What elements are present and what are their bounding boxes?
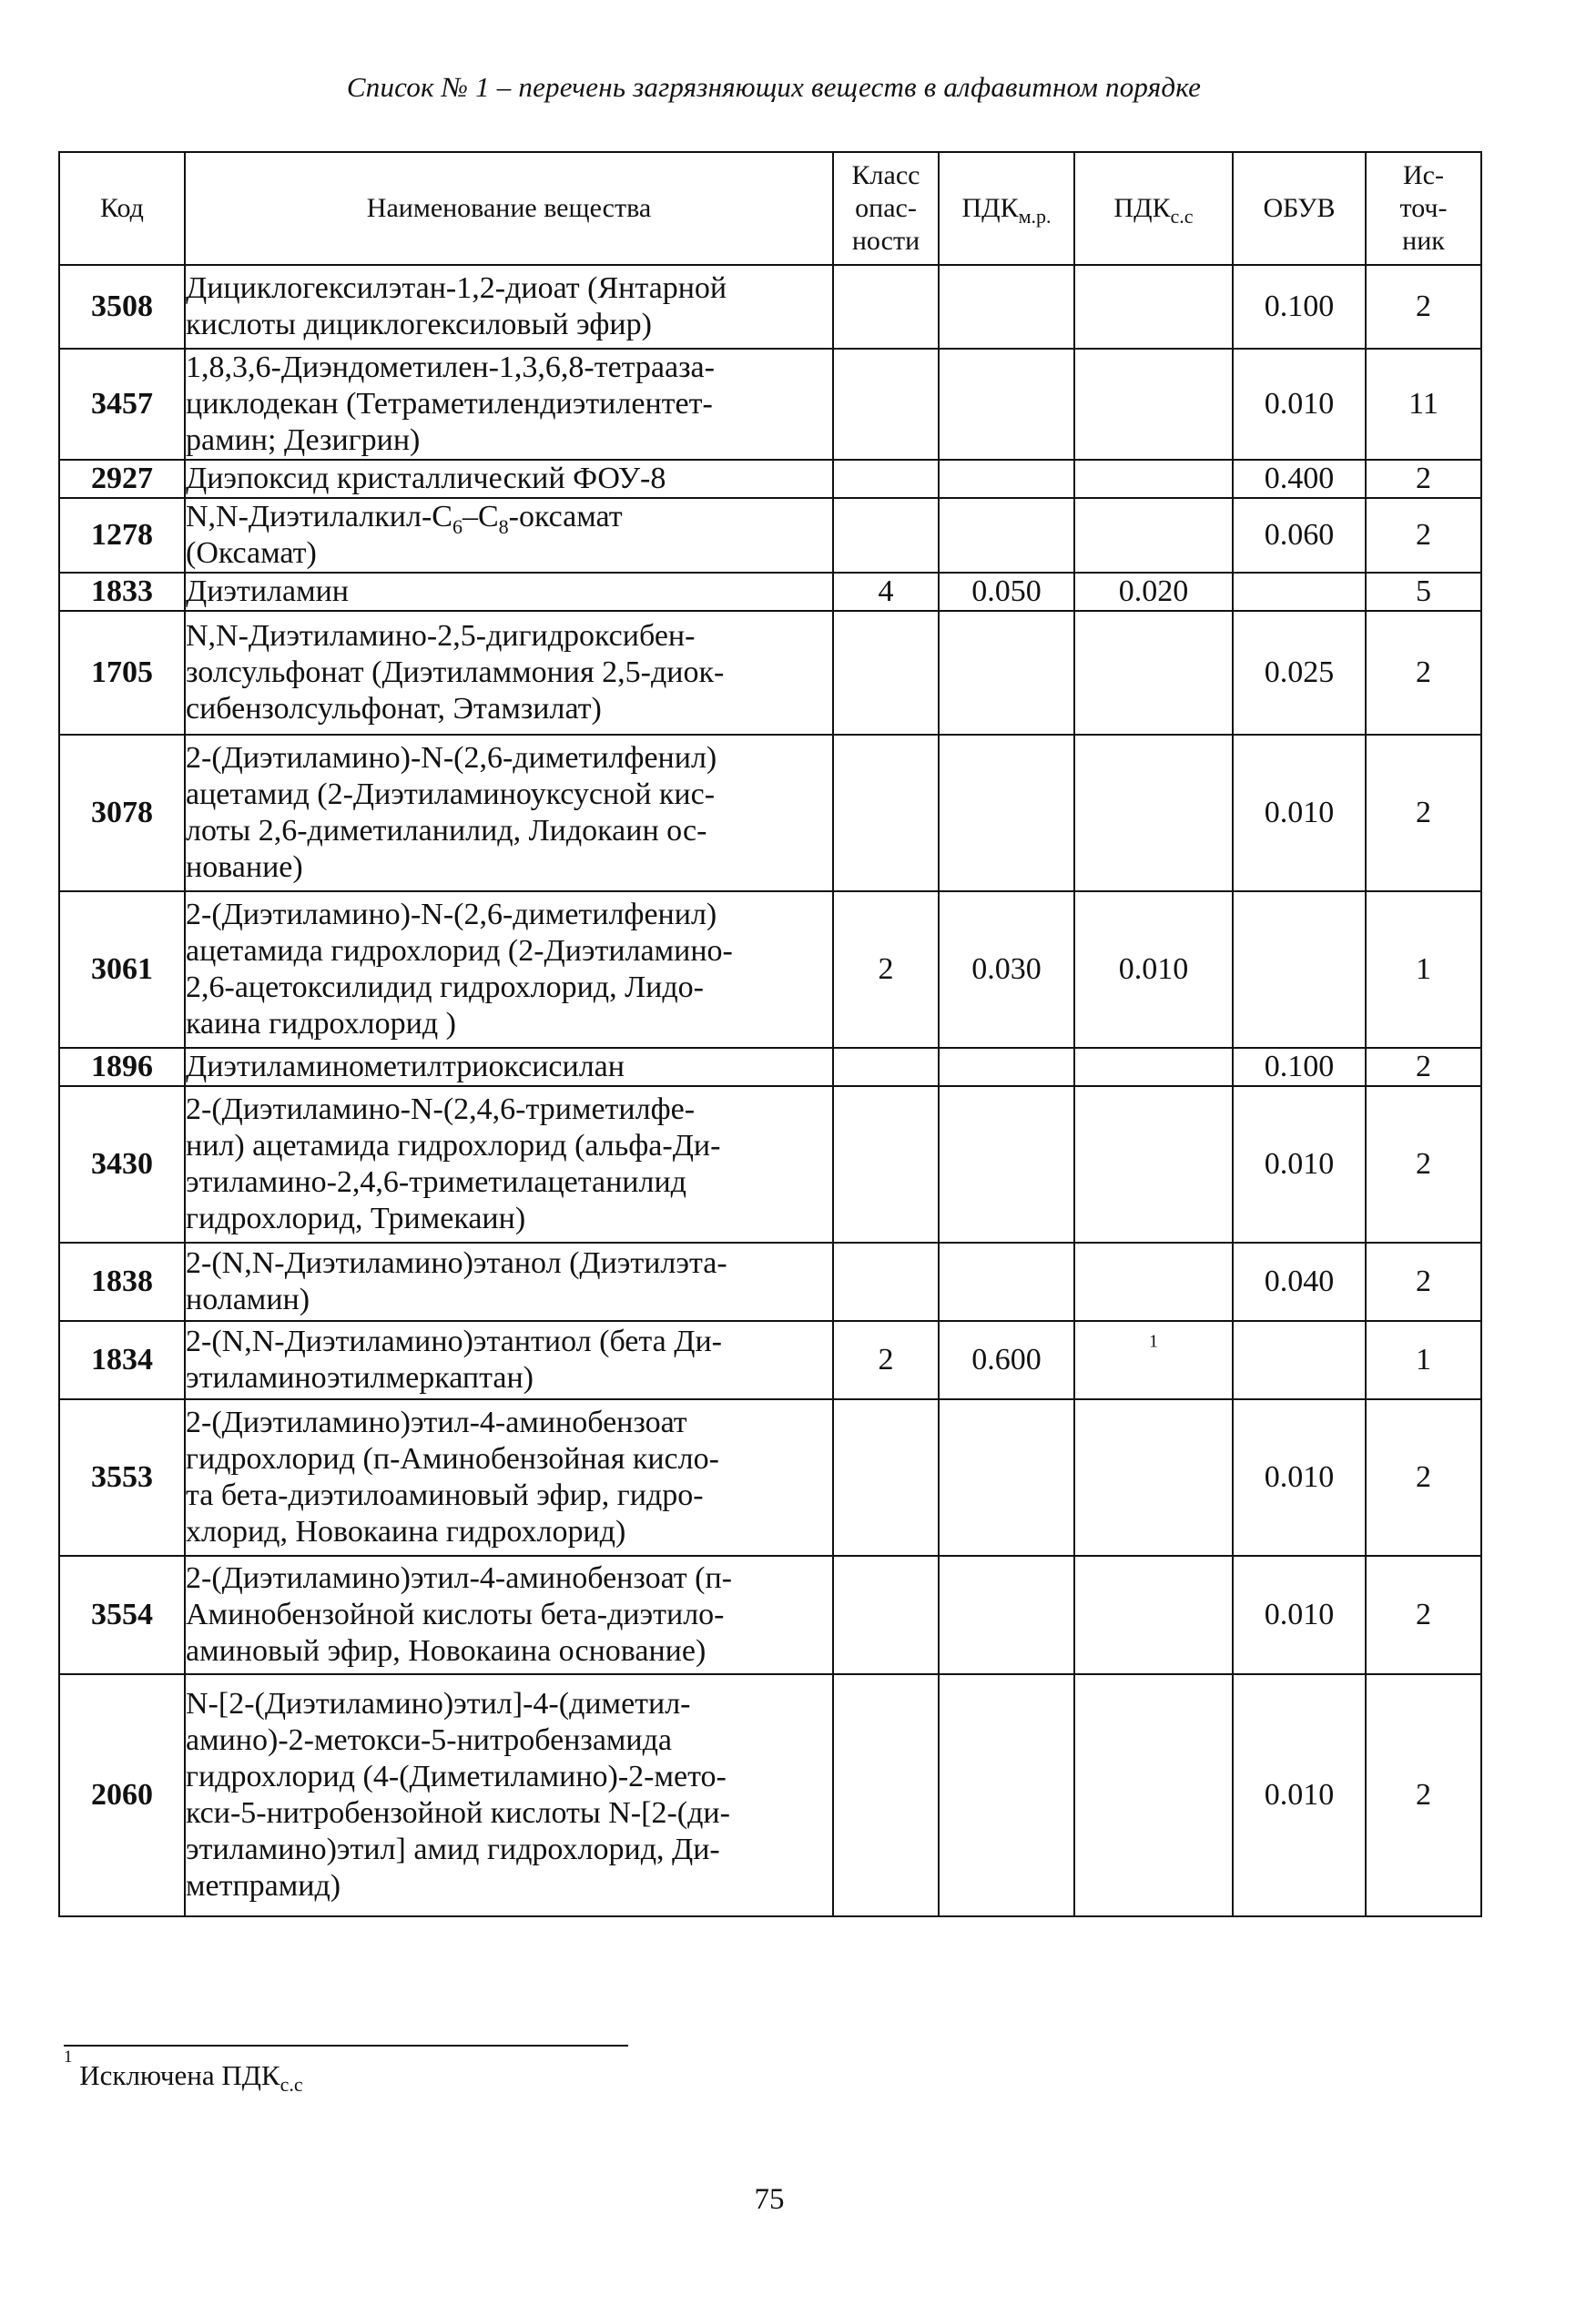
cell-pdk-cc: 0.010 bbox=[1074, 891, 1233, 1048]
name-line: N,N-Диэтиламино-2,5-дигидроксибен- bbox=[186, 619, 696, 653]
name-line: 2-(Диэтиламино)этил-4-аминобензоат (п- bbox=[186, 1561, 732, 1595]
header-pdk-cc bbox=[1074, 152, 1233, 265]
cell-hazard-class bbox=[833, 1086, 939, 1243]
name-line: нование) bbox=[186, 850, 303, 884]
name-line: кислоты дициклогексиловый эфир) bbox=[186, 308, 652, 341]
name-line: аминовый эфир, Новокаина основание) bbox=[186, 1634, 707, 1668]
header-class-line: ности bbox=[851, 226, 920, 256]
name-line: этиламино)этил] амид гидрохлорид, Ди- bbox=[186, 1833, 720, 1866]
cell-code: 2927 bbox=[59, 460, 185, 498]
cell-pdk-cc bbox=[1074, 460, 1233, 498]
cell-pdk-mr bbox=[939, 1674, 1074, 1916]
cell-pdk-mr bbox=[939, 460, 1074, 498]
name-line: амино)-2-метокси-5-нитробензамида bbox=[186, 1723, 673, 1757]
name-line: лоты 2,6-диметиланилид, Лидокаин ос- bbox=[186, 814, 707, 848]
cell-code: 1833 bbox=[59, 573, 185, 611]
footnote-sub: с.с bbox=[280, 2073, 303, 2097]
cell-obuv: 0.010 bbox=[1233, 1674, 1366, 1916]
name-line: Дициклогексилэтан-1,2-диоат (Янтарной bbox=[186, 271, 727, 305]
cell-source: 1 bbox=[1366, 1321, 1481, 1399]
cell-source: 2 bbox=[1366, 1674, 1481, 1916]
name-subscript: 6 bbox=[452, 514, 463, 538]
header-pdk-mr-label: ПДК bbox=[961, 193, 1019, 223]
table-row bbox=[59, 573, 1481, 611]
footnote-reference: 1 bbox=[1149, 1331, 1158, 1352]
name-line: сибензолсульфонат, Этамзилат) bbox=[186, 692, 602, 726]
cell-source: 2 bbox=[1366, 265, 1481, 349]
cell-hazard-class bbox=[833, 735, 939, 891]
cell-pdk-cc bbox=[1074, 735, 1233, 891]
cell-pdk-mr bbox=[939, 1048, 1074, 1086]
cell-name bbox=[185, 1399, 833, 1556]
cell-name bbox=[185, 498, 833, 573]
cell-name bbox=[185, 573, 833, 611]
table-row bbox=[59, 460, 1481, 498]
cell-obuv: 0.010 bbox=[1233, 735, 1366, 891]
cell-name bbox=[185, 611, 833, 735]
footnote bbox=[64, 2047, 303, 2097]
header-obuv: ОБУВ bbox=[1233, 152, 1366, 265]
name-line: та бета-диэтилоаминовый эфир, гидро- bbox=[186, 1478, 704, 1512]
name-line: ацетамида гидрохлорид (2-Диэтиламино- bbox=[186, 934, 733, 968]
cell-source: 5 bbox=[1366, 573, 1481, 611]
cell-pdk-mr: 0.600 bbox=[939, 1321, 1074, 1399]
name-line: золсульфонат (Диэтиламмония 2,5-диок- bbox=[186, 655, 725, 689]
name-line: Диэтиламин bbox=[186, 574, 349, 608]
cell-code: 1838 bbox=[59, 1243, 185, 1321]
name-part: -оксамат bbox=[508, 500, 623, 533]
name-line: 2-(Диэтиламино)этил-4-аминобензоат bbox=[186, 1406, 687, 1439]
name-line: метпрамид) bbox=[186, 1869, 341, 1903]
table-body bbox=[59, 265, 1481, 1916]
cell-name bbox=[185, 1086, 833, 1243]
cell-source: 1 bbox=[1366, 891, 1481, 1048]
cell-pdk-mr bbox=[939, 498, 1074, 573]
cell-code: 3553 bbox=[59, 1399, 185, 1556]
cell-code: 3078 bbox=[59, 735, 185, 891]
name-line: этиламиноэтилмеркаптан) bbox=[186, 1361, 534, 1395]
name-line: гидрохлорид, Тримекаин) bbox=[186, 1202, 526, 1235]
header-source-line: Ис- bbox=[1403, 160, 1444, 190]
table-row bbox=[59, 498, 1481, 573]
cell-obuv: 0.025 bbox=[1233, 611, 1366, 735]
header-pdk-cc-sub: с.с bbox=[1170, 205, 1194, 228]
header-source-line: точ- bbox=[1399, 193, 1448, 223]
header-row bbox=[59, 152, 1481, 265]
cell-code: 1834 bbox=[59, 1321, 185, 1399]
name-subscript: 8 bbox=[498, 514, 509, 538]
cell-pdk-mr: 0.050 bbox=[939, 573, 1074, 611]
table-row bbox=[59, 1399, 1481, 1556]
name-line: 2-(N,N-Диэтиламино)этантиол (бета Ди- bbox=[186, 1325, 722, 1358]
cell-code: 1705 bbox=[59, 611, 185, 735]
cell-pdk-cc bbox=[1074, 265, 1233, 349]
cell-code: 3554 bbox=[59, 1556, 185, 1674]
cell-code: 3430 bbox=[59, 1086, 185, 1243]
cell-hazard-class bbox=[833, 498, 939, 573]
cell-hazard-class bbox=[833, 460, 939, 498]
cell-pdk-cc bbox=[1074, 1048, 1233, 1086]
cell-obuv: 0.100 bbox=[1233, 265, 1366, 349]
table-row bbox=[59, 1048, 1481, 1086]
name-line: 2,6-ацетоксилидид гидрохлорид, Лидо- bbox=[186, 970, 704, 1004]
name-part: N,N-Диэтилалкил-C bbox=[186, 500, 452, 533]
page-title: Список № 1 – перечень загрязняющих веществ в алфавитном порядке bbox=[346, 71, 1202, 103]
name-line: 2-(N,N-Диэтиламино)этанол (Диэтилэта- bbox=[186, 1246, 727, 1280]
cell-name bbox=[185, 891, 833, 1048]
cell-source: 2 bbox=[1366, 1243, 1481, 1321]
cell-hazard-class bbox=[833, 349, 939, 460]
header-class-line: опас- bbox=[855, 193, 917, 223]
table-header bbox=[59, 152, 1481, 265]
cell-hazard-class bbox=[833, 611, 939, 735]
name-line: Диэтиламинометилтриоксисилан bbox=[186, 1050, 625, 1083]
cell-source: 2 bbox=[1366, 1556, 1481, 1674]
header-pdk-cc-label: ПДК bbox=[1113, 193, 1171, 223]
name-line: кси-5-нитробензойной кислоты N-[2-(ди- bbox=[186, 1796, 730, 1830]
cell-obuv: 0.010 bbox=[1233, 1556, 1366, 1674]
cell-code: 1278 bbox=[59, 498, 185, 573]
cell-code: 2060 bbox=[59, 1674, 185, 1916]
cell-pdk-mr bbox=[939, 1556, 1074, 1674]
footnote-text: Исключена ПДК bbox=[79, 2059, 280, 2091]
cell-pdk-mr: 0.030 bbox=[939, 891, 1074, 1048]
name-line: 2-(Диэтиламино-N-(2,4,6-триметилфе- bbox=[186, 1092, 696, 1126]
cell-obuv bbox=[1233, 1321, 1366, 1399]
cell-pdk-mr bbox=[939, 735, 1074, 891]
cell-name bbox=[185, 460, 833, 498]
name-line: этиламино-2,4,6-триметилацетанилид bbox=[186, 1165, 686, 1199]
name-line: рамин; Дезигрин) bbox=[186, 423, 421, 457]
cell-hazard-class: 4 bbox=[833, 573, 939, 611]
cell-obuv: 0.010 bbox=[1233, 1399, 1366, 1556]
cell-obuv bbox=[1233, 573, 1366, 611]
name-line: Диэпоксид кристаллический ФОУ-8 bbox=[186, 462, 666, 495]
table-row bbox=[59, 891, 1481, 1048]
cell-pdk-mr bbox=[939, 1243, 1074, 1321]
header-pdk-mr bbox=[939, 152, 1074, 265]
name-line: ноламин) bbox=[186, 1283, 310, 1316]
cell-pdk-mr bbox=[939, 611, 1074, 735]
footnote-divider bbox=[64, 2045, 628, 2047]
cell-source: 2 bbox=[1366, 460, 1481, 498]
cell-source: 11 bbox=[1366, 349, 1481, 460]
cell-name bbox=[185, 265, 833, 349]
page-number: 75 bbox=[754, 2183, 785, 2216]
cell-hazard-class bbox=[833, 1048, 939, 1086]
cell-source: 2 bbox=[1366, 1399, 1481, 1556]
cell-name bbox=[185, 1048, 833, 1086]
cell-obuv: 0.010 bbox=[1233, 1086, 1366, 1243]
cell-pdk-cc bbox=[1074, 349, 1233, 460]
name-line: (Оксамат) bbox=[186, 536, 317, 570]
table-row bbox=[59, 1243, 1481, 1321]
cell-pdk-cc bbox=[1074, 1399, 1233, 1556]
cell-pdk-mr bbox=[939, 1399, 1074, 1556]
cell-obuv: 0.010 bbox=[1233, 349, 1366, 460]
cell-pdk-mr bbox=[939, 349, 1074, 460]
cell-pdk-cc bbox=[1074, 1243, 1233, 1321]
cell-code: 3061 bbox=[59, 891, 185, 1048]
name-line: 2-(Диэтиламино)-N-(2,6-диметилфенил) bbox=[186, 741, 717, 775]
name-line: нил) ацетамида гидрохлорид (альфа-Ди- bbox=[186, 1129, 721, 1163]
name-line: циклодекан (Тетраметилендиэтилентет- bbox=[186, 387, 713, 421]
cell-obuv: 0.100 bbox=[1233, 1048, 1366, 1086]
substances-table bbox=[58, 151, 1482, 1917]
header-source-line: ник bbox=[1402, 226, 1445, 256]
table-row bbox=[59, 611, 1481, 735]
name-line: гидрохлорид (п-Аминобензойная кисло- bbox=[186, 1442, 719, 1476]
cell-pdk-mr bbox=[939, 265, 1074, 349]
table-row bbox=[59, 1086, 1481, 1243]
cell-name bbox=[185, 1243, 833, 1321]
cell-source: 2 bbox=[1366, 735, 1481, 891]
name-line: хлорид, Новокаина гидрохлорид) bbox=[186, 1515, 626, 1549]
header-pdk-mr-sub: м.р. bbox=[1018, 205, 1052, 228]
cell-hazard-class: 2 bbox=[833, 891, 939, 1048]
cell-pdk-cc bbox=[1074, 1556, 1233, 1674]
cell-hazard-class bbox=[833, 265, 939, 349]
cell-pdk-cc bbox=[1074, 1321, 1233, 1399]
cell-obuv: 0.040 bbox=[1233, 1243, 1366, 1321]
table-row bbox=[59, 1321, 1481, 1399]
cell-hazard-class bbox=[833, 1243, 939, 1321]
table-row bbox=[59, 349, 1481, 460]
header-class-line: Класс bbox=[851, 160, 920, 190]
table-row bbox=[59, 735, 1481, 891]
table-row bbox=[59, 1556, 1481, 1674]
cell-hazard-class bbox=[833, 1674, 939, 1916]
footnote-mark: 1 bbox=[64, 2047, 73, 2067]
cell-name bbox=[185, 1674, 833, 1916]
cell-hazard-class: 2 bbox=[833, 1321, 939, 1399]
cell-name bbox=[185, 349, 833, 460]
name-line: N-[2-(Диэтиламино)этил]-4-(диметил- bbox=[186, 1687, 691, 1721]
cell-pdk-cc bbox=[1074, 498, 1233, 573]
header-class bbox=[833, 152, 939, 265]
cell-pdk-cc bbox=[1074, 1086, 1233, 1243]
cell-pdk-cc bbox=[1074, 1674, 1233, 1916]
cell-source: 2 bbox=[1366, 611, 1481, 735]
cell-obuv: 0.400 bbox=[1233, 460, 1366, 498]
cell-pdk-cc bbox=[1074, 611, 1233, 735]
header-name: Наименование вещества bbox=[185, 152, 833, 265]
cell-source: 2 bbox=[1366, 498, 1481, 573]
name-part: –C bbox=[462, 500, 499, 533]
cell-pdk-cc: 0.020 bbox=[1074, 573, 1233, 611]
cell-name bbox=[185, 735, 833, 891]
cell-source: 2 bbox=[1366, 1086, 1481, 1243]
cell-obuv: 0.060 bbox=[1233, 498, 1366, 573]
cell-code: 3508 bbox=[59, 265, 185, 349]
cell-name bbox=[185, 1556, 833, 1674]
cell-obuv bbox=[1233, 891, 1366, 1048]
cell-code: 1896 bbox=[59, 1048, 185, 1086]
cell-source: 2 bbox=[1366, 1048, 1481, 1086]
name-line: гидрохлорид (4-(Диметиламино)-2-мето- bbox=[186, 1760, 727, 1793]
cell-name bbox=[185, 1321, 833, 1399]
header-source bbox=[1366, 152, 1481, 265]
cell-hazard-class bbox=[833, 1556, 939, 1674]
name-line: 1,8,3,6-Диэндометилен-1,3,6,8-тетрааза- bbox=[186, 350, 715, 384]
table-row bbox=[59, 1674, 1481, 1916]
table-row bbox=[59, 265, 1481, 349]
name-line bbox=[186, 499, 832, 538]
cell-hazard-class bbox=[833, 1399, 939, 1556]
name-line: Аминобензойной кислоты бета-диэтило- bbox=[186, 1598, 725, 1631]
name-line: ацетамид (2-Диэтиламиноуксусной кис- bbox=[186, 777, 716, 811]
name-line: 2-(Диэтиламино)-N-(2,6-диметилфенил) bbox=[186, 898, 717, 931]
header-code: Код bbox=[59, 152, 185, 265]
cell-code: 3457 bbox=[59, 349, 185, 460]
cell-pdk-mr bbox=[939, 1086, 1074, 1243]
name-line: каина гидрохлорид ) bbox=[186, 1007, 456, 1041]
